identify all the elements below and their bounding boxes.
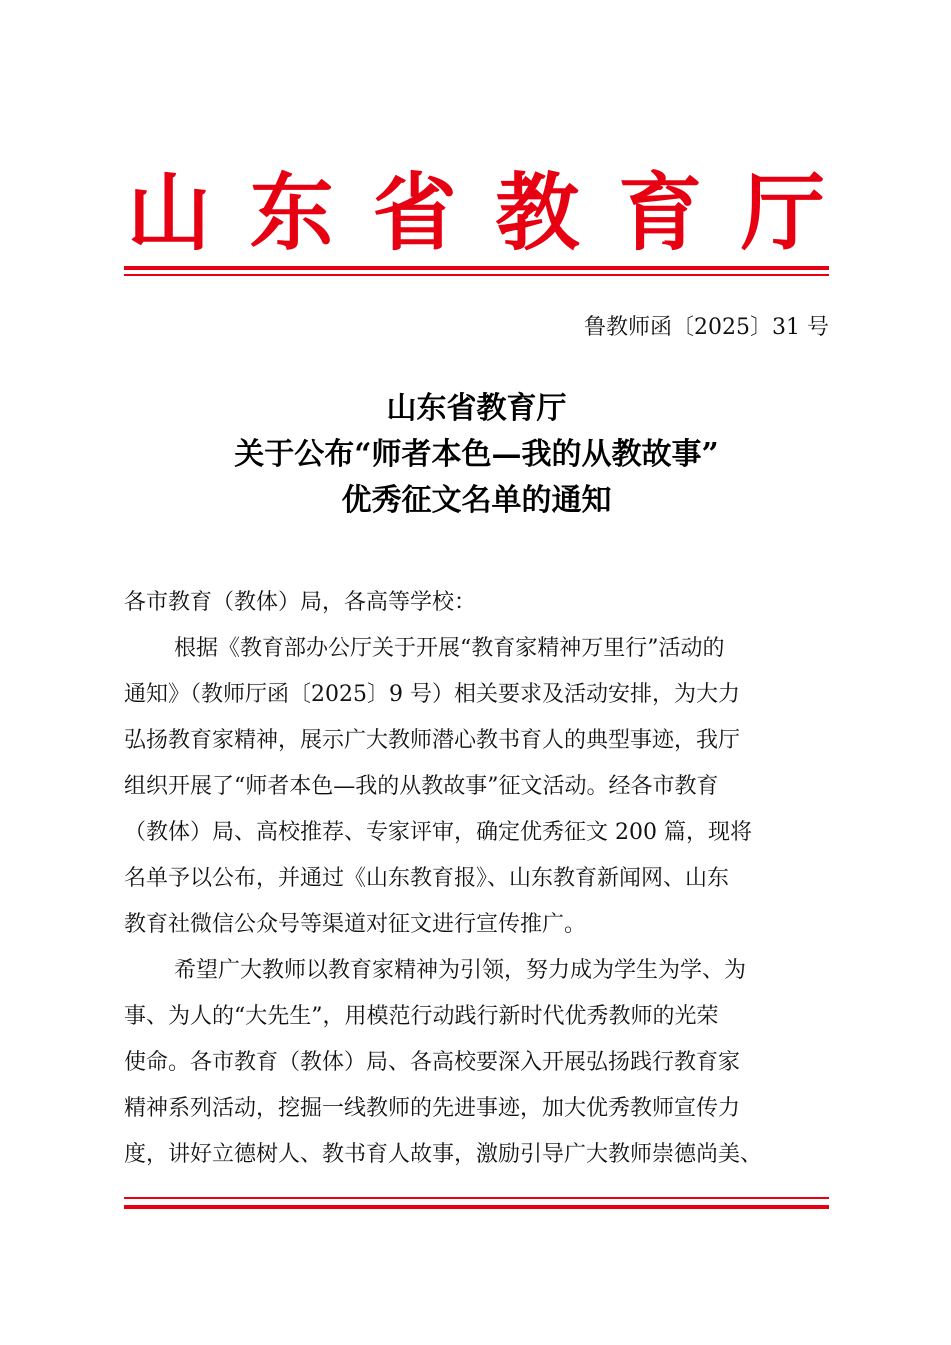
letterhead-rule-thick [124, 266, 829, 270]
document-body [124, 580, 829, 1178]
paragraph [124, 626, 829, 948]
letterhead-char: 省 [372, 164, 457, 262]
document-title [124, 386, 829, 524]
title-line: 山东省教育厅 [386, 391, 567, 426]
text-line: （教体）局、高校推荐、专家评审，确定优秀征文 200 篇，现将 [124, 820, 752, 845]
title-line: 优秀征文名单的通知 [341, 483, 612, 518]
text-line: 精神系列活动，挖掘一线教师的先进事迹，加大优秀教师宣传力 [124, 1096, 741, 1121]
text-line: 使命。各市教育（教体）局、各高校要深入开展弘扬践行教育家 [124, 1050, 741, 1075]
letterhead-rule-thin [124, 274, 829, 276]
text-line: 根据《教育部办公厅关于开展“教育家精神万里行”活动的 [174, 636, 725, 661]
text-line: 教育社微信公众号等渠道对征文进行宣传推广。 [124, 912, 587, 937]
letterhead-char: 山 [126, 164, 211, 262]
text-line: 弘扬教育家精神，展示广大教师潜心教书育人的典型事迹，我厅 [124, 728, 741, 753]
footer-rule-thin [124, 1197, 829, 1199]
letterhead-title [124, 164, 828, 262]
text-line: 事、为人的“大先生”，用模范行动践行新时代优秀教师的光荣 [124, 1004, 719, 1029]
text-line: 组织开展了“师者本色—我的从教故事”征文活动。经各市教育 [124, 774, 719, 799]
letterhead-char: 教 [495, 164, 580, 262]
salutation: 各市教育（教体）局，各高等学校： [124, 590, 477, 615]
text-line: 希望广大教师以教育家精神为引领，努力成为学生为学、为 [174, 958, 747, 983]
title-line: 关于公布“师者本色—我的从教故事” [234, 437, 719, 472]
footer-rule-thick [124, 1205, 829, 1209]
text-line: 名单予以公布，并通过《山东教育报》、山东教育新闻网、山东 [124, 866, 730, 891]
text-line: 度，讲好立德树人、教书育人故事，激励引导广大教师崇德尚美、 [124, 1142, 763, 1167]
letterhead-char: 育 [618, 164, 703, 262]
letterhead-char: 厅 [740, 164, 825, 262]
paragraph [124, 948, 829, 1178]
text-line: 通知》（教师厅函〔2025〕9 号）相关要求及活动安排，为大力 [124, 682, 740, 707]
document-number: 鲁教师函〔2025〕31 号 [584, 315, 829, 340]
letterhead-char: 东 [249, 164, 334, 262]
